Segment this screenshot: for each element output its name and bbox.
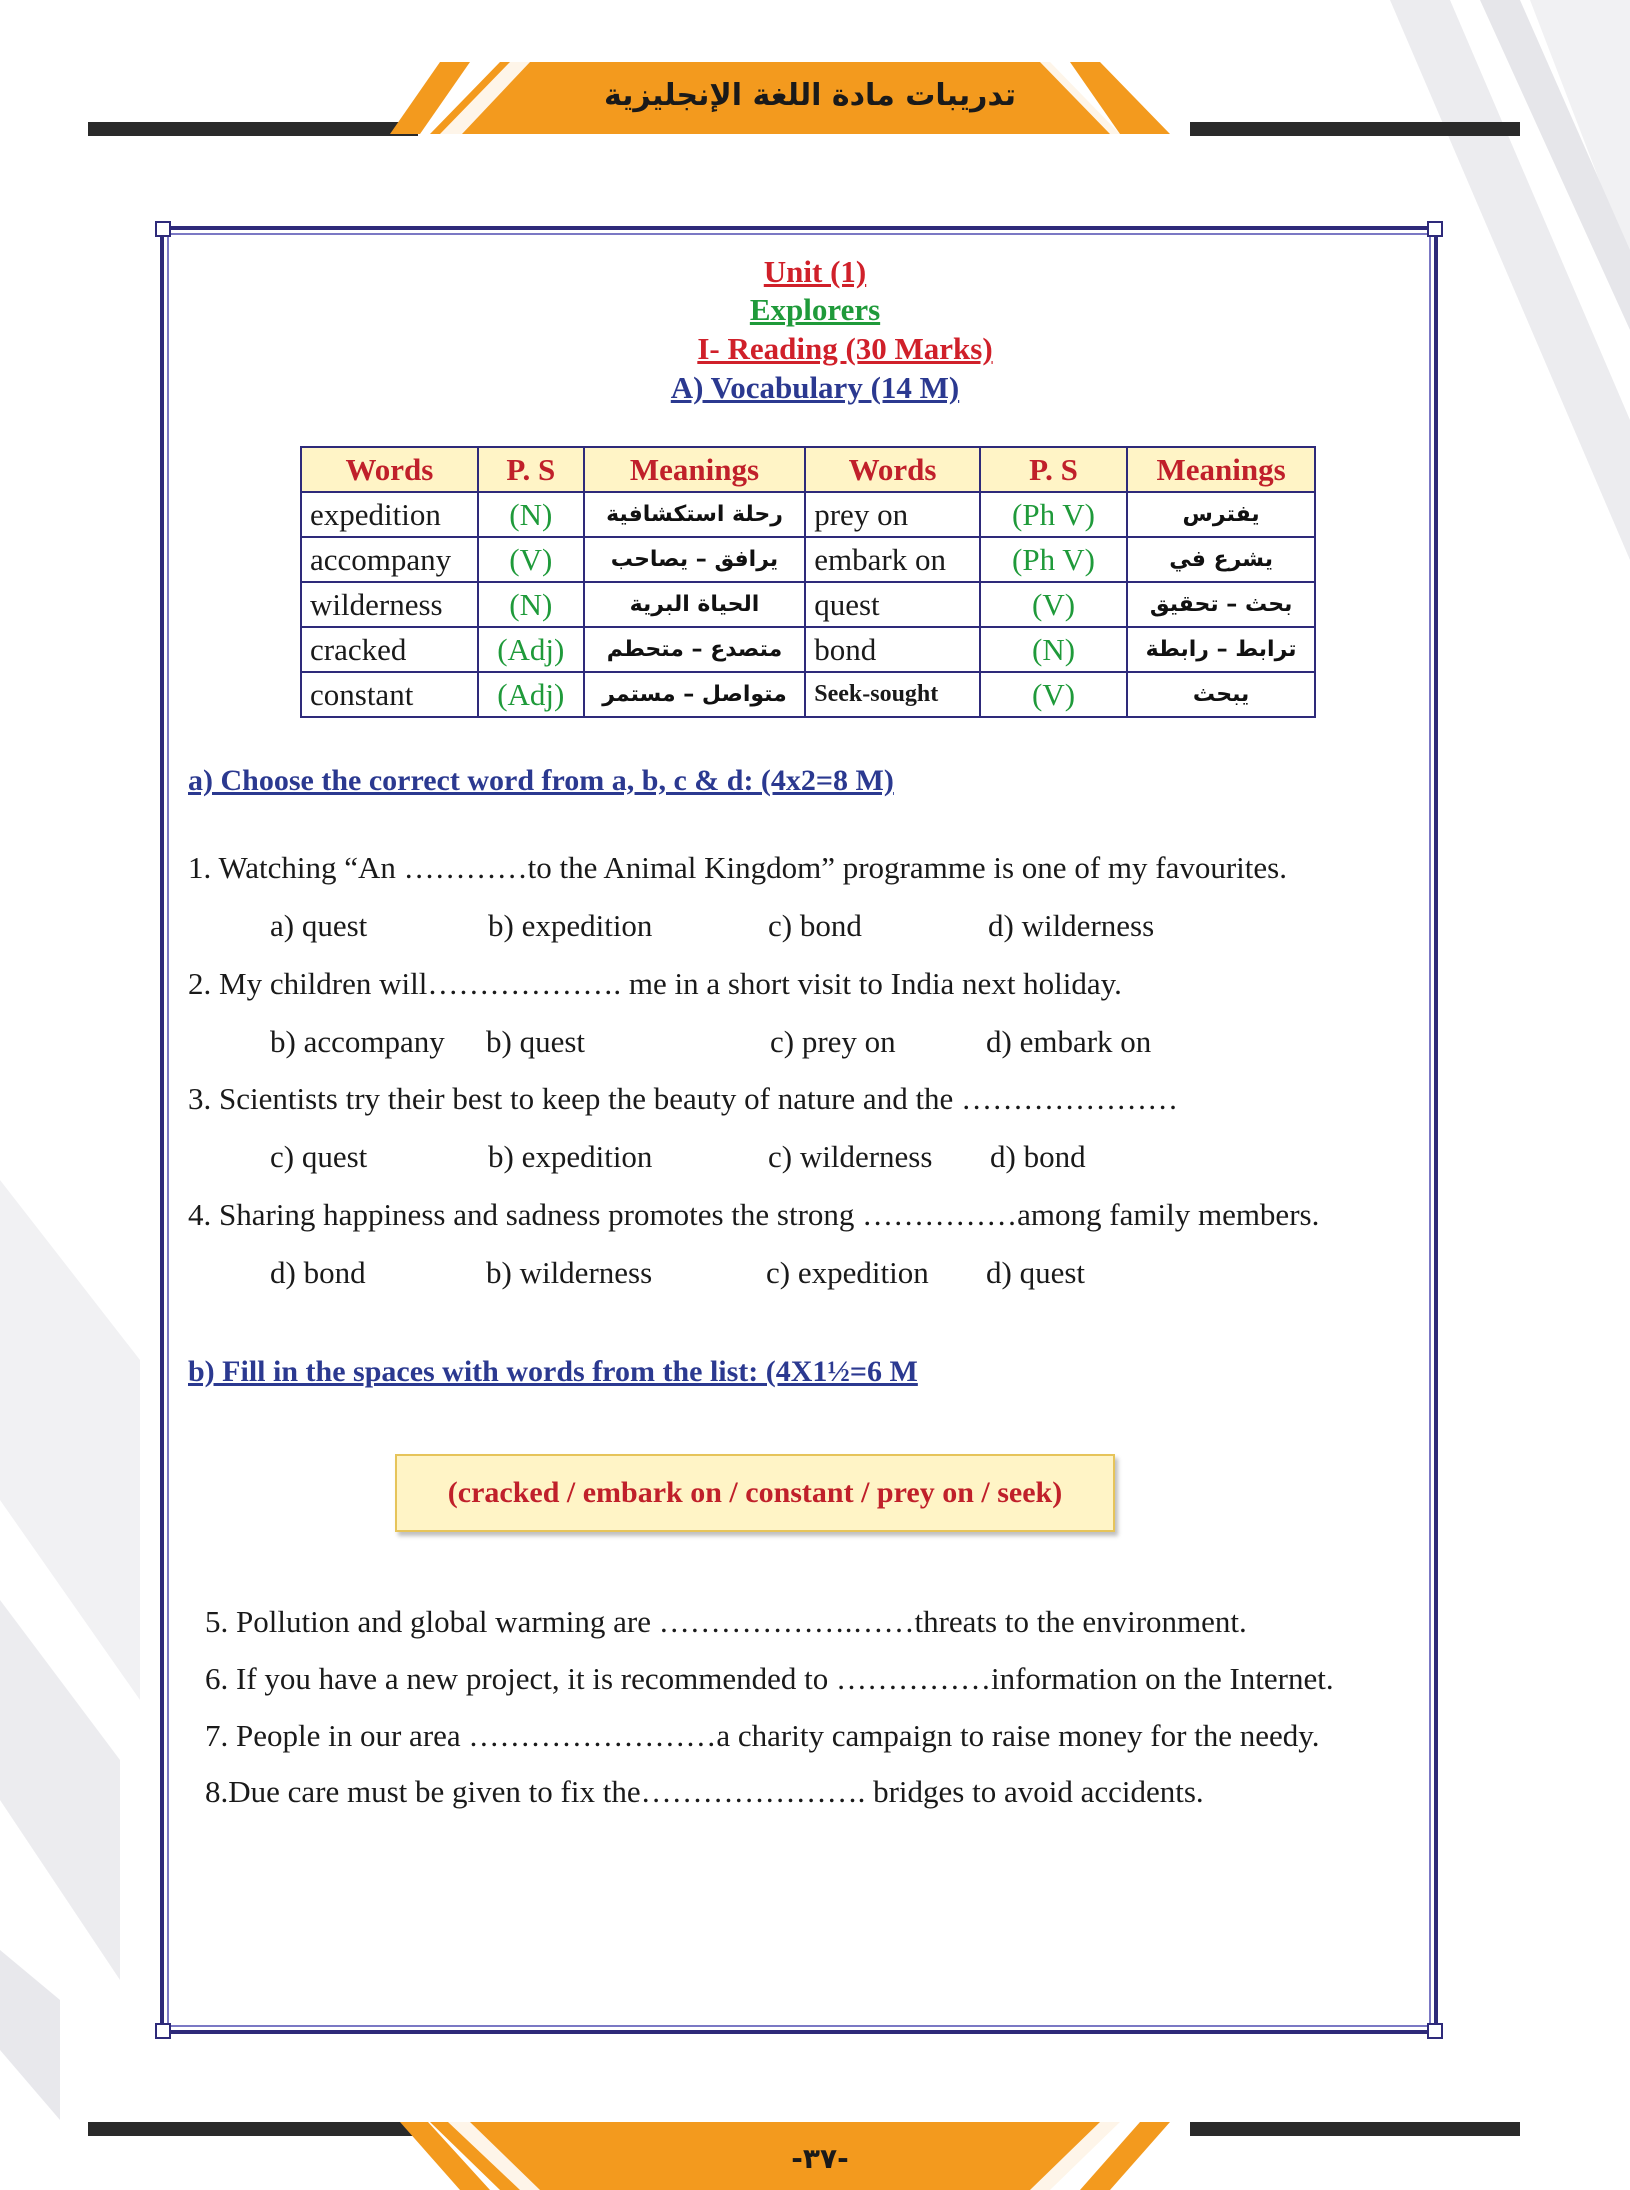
part-of-speech-cell: (N) xyxy=(478,582,584,627)
word-cell: constant xyxy=(301,672,478,717)
meaning-cell: يشرع في xyxy=(1127,537,1315,582)
option: b) expedition xyxy=(488,1139,653,1174)
column-header: Meanings xyxy=(1127,447,1315,492)
word-cell: Seek-sought xyxy=(805,672,980,717)
word-cell: embark on xyxy=(805,537,980,582)
word-cell: wilderness xyxy=(301,582,478,627)
column-header: P. S xyxy=(980,447,1127,492)
question-1: 1. Watching “An …………to the Animal Kingdom” programme is one of my favourites. xyxy=(188,850,1287,885)
meaning-cell: متواصل – مستمر xyxy=(584,672,806,717)
part-of-speech-cell: (N) xyxy=(478,492,584,537)
option: c) quest xyxy=(270,1139,368,1174)
column-header: P. S xyxy=(478,447,584,492)
option: c) bond xyxy=(768,908,862,943)
section-a-title: a) Choose the correct word from a, b, c & d: (4x2=8 M) xyxy=(188,764,894,797)
frame-corner xyxy=(1427,2023,1443,2039)
option: d) quest xyxy=(986,1255,1086,1290)
option: b) wilderness xyxy=(486,1255,653,1290)
option: d) bond xyxy=(270,1255,366,1290)
column-header: Words xyxy=(805,447,980,492)
frame-corner xyxy=(155,2023,171,2039)
meaning-cell: الحياة البرية xyxy=(584,582,806,627)
question-4: 4. Sharing happiness and sadness promotes the strong ……………among family members. xyxy=(188,1197,1320,1232)
meaning-cell: يرافق – يصاحب xyxy=(584,537,806,582)
word-cell: accompany xyxy=(301,537,478,582)
fill-sentence-7: 7. People in our area ……………………a charity campaign to raise money for the needy. xyxy=(205,1718,1320,1753)
table-row xyxy=(301,537,1315,582)
meaning-cell: يبحث xyxy=(1127,672,1315,717)
part-of-speech-cell: (V) xyxy=(980,582,1127,627)
word-list-box: (cracked / embark on / constant / prey on / seek) xyxy=(395,1454,1115,1532)
part-of-speech-cell: (V) xyxy=(980,672,1127,717)
meaning-cell: متصدع – متحطم xyxy=(584,627,806,672)
option: b) accompany xyxy=(270,1024,445,1059)
word-cell: bond xyxy=(805,627,980,672)
option: c) prey on xyxy=(770,1024,896,1059)
option: a) quest xyxy=(270,908,368,943)
part-of-speech-cell: (Adj) xyxy=(478,627,584,672)
vocabulary-heading: A) Vocabulary (14 M) xyxy=(670,370,960,405)
table-row xyxy=(301,672,1315,717)
unit-heading: Unit (1) xyxy=(763,254,867,289)
fill-sentence-8: 8.Due care must be given to fix the…………………. bridges to avoid accidents. xyxy=(205,1774,1204,1809)
part-of-speech-cell: (Ph V) xyxy=(980,492,1127,537)
fill-sentence-5: 5. Pollution and global warming are ……………….……threats to the environment. xyxy=(205,1604,1247,1639)
vocabulary-table xyxy=(300,446,1316,718)
word-cell: cracked xyxy=(301,627,478,672)
word-cell: prey on xyxy=(805,492,980,537)
reading-heading: I- Reading (30 Marks) xyxy=(697,331,993,366)
column-header: Words xyxy=(301,447,478,492)
option: c) expedition xyxy=(766,1255,929,1290)
part-of-speech-cell: (Adj) xyxy=(478,672,584,717)
meaning-cell: ترابط – رابطة xyxy=(1127,627,1315,672)
meaning-cell: بحث – تحقيق xyxy=(1127,582,1315,627)
header-title: تدريبات مادة اللغة الإنجليزية xyxy=(603,78,1017,113)
table-row xyxy=(301,492,1315,537)
question-2: 2. My children will………………. me in a short visit to India next holiday. xyxy=(188,966,1122,1001)
frame-corner xyxy=(155,221,171,237)
page-number: -٣٧- xyxy=(791,2142,849,2175)
table-header-row xyxy=(301,447,1315,492)
table-row xyxy=(301,627,1315,672)
option: b) expedition xyxy=(488,908,653,943)
part-of-speech-cell: (N) xyxy=(980,627,1127,672)
option: d) embark on xyxy=(986,1024,1152,1059)
frame-corner xyxy=(1427,221,1443,237)
meaning-cell: يفترس xyxy=(1127,492,1315,537)
option: d) wilderness xyxy=(988,908,1155,943)
topic-heading: Explorers xyxy=(749,292,881,327)
option: b) quest xyxy=(486,1024,586,1059)
meaning-cell: رحلة استكشافية xyxy=(584,492,806,537)
table-row xyxy=(301,582,1315,627)
section-b-title: b) Fill in the spaces with words from the list: (4X1½=6 M xyxy=(188,1355,918,1388)
word-cell: expedition xyxy=(301,492,478,537)
part-of-speech-cell: (Ph V) xyxy=(980,537,1127,582)
fill-sentence-6: 6. If you have a new project, it is recommended to ……………information on the Internet. xyxy=(205,1661,1334,1696)
part-of-speech-cell: (V) xyxy=(478,537,584,582)
word-cell: quest xyxy=(805,582,980,627)
question-3: 3. Scientists try their best to keep the beauty of nature and the ………………… xyxy=(188,1081,1179,1116)
option: c) wilderness xyxy=(768,1139,933,1174)
option: d) bond xyxy=(990,1139,1086,1174)
column-header: Meanings xyxy=(584,447,806,492)
